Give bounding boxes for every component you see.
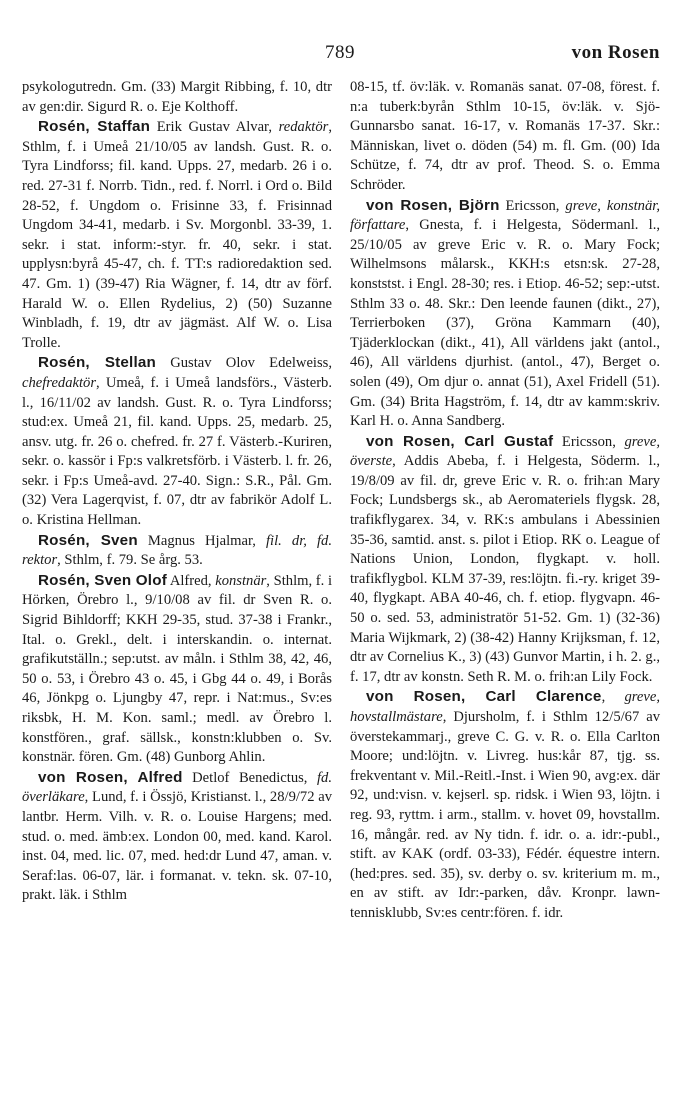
entry-body: , Sthlm, f. i Hörken, Örebro l., 9/10/08 av fil. dr Sven R. o. Sigrid Bihldorff; KKH 29-35, stud. 37-38 i Frankr., Ital. o. Grekl., delt. i interskandin. o. internat. grafikutställn.; sep:utst. av måln. i Sthlm 38, 42, 46, 50 o. 53, i Örebro 43 o. 45, i Gbg 44 o. 49, i Borås 46, Jönkpg o. Ljungby 47, repr. i Nat:mus., Sv:es riksbk, H. M. Kon. saml.; medl. av Örebro l. konstfören., graf. sällsk., konstn:klubben o. Sv. konstnär. fören. Gm. (48) Gunborg Ahlin. [22,572,332,766]
entry-body: , Lund, f. i Össjö, Kristianst. l., 28/9/72 av lantbr. Herm. Vilh. v. R. o. Louise Hargens; med. stud. o. med. ämb:ex. London 00, med. kand. Karol. inst. 04, med. lic. 07, med. hed:dr Lund 47, aman. v. Seraf:las. 06-07, lär. i formanat. v. tekn. sk. 07-10, prakt. läk. i Sthlm [22,789,332,904]
entry-body: , Gnesta, f. i Helgesta, Södermanl. l., 25/10/05 av greve Eric v. R. o. Mary Fock; Wilhelmsons målarsk., KKH:s etsn:sk. 27-28, konststst. i Engl. 28-30; res. i Etiop. 46-52; sep:-utst. Sthlm 33 o. 48. Skr.: Den leende faunen (dikt., 27), Terrierboken (37), Gröna Kammarn (40), Tjäderklockan (dikt., 41), All världens jakt (antol., 46), All världens djurhist. (antol., 47), Berget o. solen (49), Om djur o. annat (51), Axel Fridell (51). Gm. (34) Brita Hagström, f. 14, dtr av kamm:skriv. Karl H. o. Anna Sandberg. [350,217,660,430]
entry-title: greve, överste [350,433,660,470]
biography-entry [22,531,332,571]
entry-name: von Rosen, Alfred [38,768,183,786]
entry-given-names: Ericsson, [499,197,566,214]
running-head: von Rosen [571,42,660,63]
entry-title: redaktör [278,119,329,136]
biography-entry [22,571,332,768]
entry-given-names: Detlof Benedictus, [182,769,317,786]
entry-body: , Sthlm, f. i Umeå 21/10/05 av landsh. Gust. R. o. Tyra Lindforss; fil. kand. Upps. 27, medarb. 26 i o. red. 27-31 f. Norrb. Tidn., red. f. Norrl. i Ord o. Bild 28-52, f. Ungdom o. Frisinne 33, f. Frisinnad Ungdom 34-41, medarb. i Sv. Morgonbl. 33-39, 1. sekr. i stat. inform:-styr. fr. 40, sekr. i stat. upplysn:byrå 45-47, ch. f. TT:s radioredaktion sed. 47. Gm. 1) (39-47) Ria Wägner, f. 14, dtr av förf. Harald W. o. Ellen Rydelius, 2) (50) Suzanne Winbladh, f. 19, dtr av jägmäst. Alf W. o. Lisa Trolle. [22,119,332,351]
biography-entry [350,78,660,196]
page-number: 789 [325,42,355,63]
right-column [350,78,660,924]
entry-title: fil. dr, fd. rektor [22,532,333,569]
entry-title: greve, hovstallmästare [350,689,660,725]
entry-given-names: Magnus Hjalmar, [137,532,266,549]
biography-entry [350,687,660,923]
entry-name: von Rosen, Carl Gustaf [366,432,554,450]
biography-entry [22,353,332,530]
biography-entry [22,78,332,117]
biography-entry [350,196,660,432]
entry-body: , Addis Abeba, f. i Helgesta, Söderm. l., 19/8/09 av fil. dr, greve Eric v. R. o. frih:an Mary Fock; Lundsbergs sk., ab Aeromateriels flygsk. 28, trafikflygarex. 34, v. RK:s ambulans i Abessinien 35-36, samtid. anst. s. pilot i Etiop. RK o. League of Nations Union, London, flygkapt. v. holl. trafikflygbol. KLM 37-39, res:löjtn. fi.-ry. kriget 39-40, flygkapt. ABA 40-46, ch. f. etiop. flygvapn. 46-50 o. sed. 53, administratör 51-52. Gm. 1) (32-36) Maria Wijkmark, 2) (38-42) Hanny Krijksman, f. 12, dtr av Cornelius K., 3) (43) Gunvor Martin, i h. 2. g., f. 17, dtr av konstn. Seth R. M. o. frih:an Lily Fock. [350,453,660,685]
entry-title: fd. överläkare [22,769,332,806]
entry-given-names: Erik Gustav Alvar, [150,119,279,136]
entry-name: Rosén, Sven [38,531,138,549]
left-column [22,78,332,906]
entry-name: Rosén, Staffan [38,118,151,136]
entry-body: , Djursholm, f. i Sthlm 12/5/67 av överstekammarj., greve C. G. v. R. o. Ella Carlton Moore; und:löjtn. v. Livreg. hus:kår 87, tjg. ss. frekventant v. Mil.-Reitl.-Inst. i Wien 90, avg:ex. där 92, und:visn. v. kejserl. sp. ridsk. i Wien 93, löjtn. i reg. 93, ryttm. i arm., stallm. v. hovet 09, hovstallm. 16, mångår. red. av Ny tidn. f. idr. o. a. idr:-publ., stift. av KAK (ordf. 03-33), Fédér. équestre intern. (hed:pres. sed. 35), sv. derby o. sv. kriterium m. m., en av stift. av Idr:-parken, dåv. Kronpr. lawn-tennisklubb, Sv:es centr:fören. f. idr. [350,709,660,921]
biography-entry [22,768,332,906]
biography-entry [350,432,660,688]
entry-body: psykologutredn. Gm. (33) Margit Ribbing, f. 10, dtr av gen:dir. Sigurd R. o. Eje Kolthoff. [22,79,332,115]
entry-given-names: Ericsson, [553,433,625,450]
entry-title: chefredaktör [22,374,97,391]
entry-body: 08-15, tf. öv:läk. v. Romanäs sanat. 07-08, förest. f. n:a tuberk:byrån Sthlm 10-15, öv:läk. v. Sjö-Gunnarsbo sanat. 16-17, v. Romanäs 17-37. Skr.: Människan, livet o. döden (54) m. fl. Gm. (00) Ida Schütze, f. 74, dtr av prof. Theod. S. o. Emma Schröder. [350,79,660,193]
entry-given-names: , [601,689,625,706]
entry-title: konstnär [215,572,267,589]
entry-name: Rosén, Sven Olof [38,571,167,589]
entry-name: von Rosen, Björn [366,196,500,214]
entry-name: Rosén, Stellan [38,354,157,372]
entry-body: , Sthlm, f. 79. Se årg. 53. [57,552,203,569]
biography-entry [22,117,332,353]
entry-body: , Umeå, f. i Umeå landsförs., Västerb. l., 16/11/02 av landsh. Gust. R. o. Tyra Lindforss; stud:ex. Umeå 21, fil. kand. Upps. 25, medarb. 25, ansv. utg. fr. 26 o. chefred. fr. 27 f. Västerb.-Kuriren, sekr. o. kassör i Fp:s valkretsförb. i Västerb. l. fr. 26, sekr. i Fp:s Umeå-avd. 27-40. Sign.: S.R., Pål. Gm. (32) Vera Lagerqvist, f. 07, dtr av fabrikör Adolf L. o. Kristina Hellman. [22,374,332,529]
entry-given-names: Alfred, [166,572,216,589]
entry-given-names: Gustav Olov Edelweiss, [156,355,332,372]
entry-name: von Rosen, Carl Clarence [366,688,602,706]
entry-title: greve, konstnär, författare [350,197,660,234]
